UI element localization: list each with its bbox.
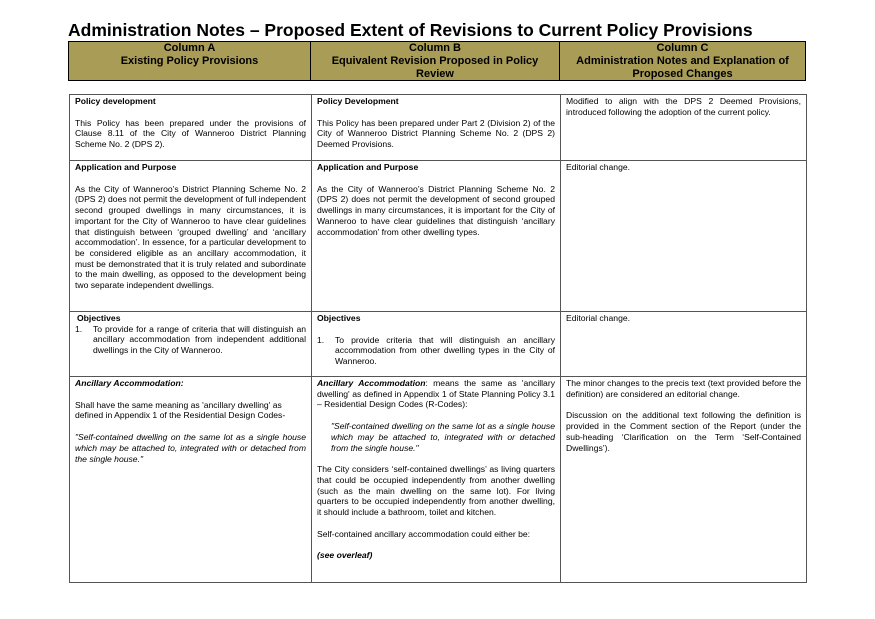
column-b-label: Column B (409, 42, 461, 54)
column-b-header (311, 42, 560, 80)
overleaf-note: (see overleaf) (317, 550, 373, 561)
cell-text: As the City of Wanneroo’s District Planning Scheme No. 2 (DPS 2) does not permit the development of second grouped dwellings in many circumstances, it is important for the City of Wanneroo to have clear guidelines that distinguish ‘ancillary accommodation’ from other dwelling types. (317, 183, 555, 237)
cell-notes (561, 312, 807, 377)
column-c-title-line1: Administration Notes and Explanation of (576, 55, 789, 67)
cell-notes (561, 377, 807, 583)
cell-revision (312, 161, 561, 312)
cell-existing (70, 95, 312, 161)
cell-text: Discussion on the additional text following the definition is provided in the Comment section of the Report (under the sub-heading ‘Clarification on the Term ‘Self-Contained Dwellings’). (566, 410, 801, 453)
section-heading: Ancillary Accommodation (317, 378, 426, 388)
column-a-header (69, 42, 311, 80)
cell-text: Self-contained ancillary accommodation could either be: (317, 528, 531, 539)
section-heading: Policy development (75, 96, 156, 106)
column-b-title-line2: Review (416, 68, 454, 80)
column-a-title: Existing Policy Provisions (120, 55, 259, 67)
page-title: Administration Notes – Proposed Extent of Revisions to Current Policy Provisions (68, 20, 753, 40)
cell-revision (312, 95, 561, 161)
cell-text: Editorial change. (566, 313, 631, 323)
table-row (70, 161, 807, 312)
cell-revision (312, 377, 561, 583)
list-text: To provide for a range of criteria that will distinguish an ancillary accommodation from independent additional dwellings in the City of Wanneroo. (93, 323, 306, 356)
cell-text: Modified to align with the DPS 2 Deemed Provisions, introduced following the adoption of the current policy. (566, 96, 801, 117)
table-row (70, 312, 807, 377)
section-heading: Objectives (77, 313, 121, 323)
cell-text: : means the same as 'ancillary dwelling' as defined in Appendix 1 of State Planning Policy 3.1 – Residential Design Codes (R-Codes): (317, 378, 555, 410)
cell-text: The minor changes to the precis text (text provided before the definition) are considered an editorial change. (566, 378, 801, 399)
list-text: To provide criteria that will distinguish an ancillary accommodation from other dwelling types in the City of Wanneroo. (335, 334, 555, 367)
column-b-title-line1: Equivalent Revision Proposed in Policy (331, 55, 539, 67)
section-heading: Ancillary Accommodation: (75, 378, 184, 388)
list-number: 1. (317, 334, 325, 345)
cell-text: Editorial change. (566, 162, 631, 172)
list-item (317, 335, 555, 367)
cell-existing (70, 161, 312, 312)
section-heading: Policy Development (317, 96, 399, 106)
list-item (75, 324, 306, 356)
cell-notes (561, 161, 807, 312)
column-c-title-line2: Proposed Changes (632, 68, 733, 80)
definition-lead (317, 378, 555, 410)
table-row (70, 95, 807, 161)
revisions-table (69, 94, 807, 583)
table-row (70, 377, 807, 583)
cell-text: As the City of Wanneroo’s District Planning Scheme No. 2 (DPS 2) does not permit the development of full independent second grouped dwellings in many circumstances, it is important for the City of Wanneroo to have clear guidelines that distinguish between ‘grouped dwelling’ and ‘ancillary accommodation’. In essence, for a particular development to be considered eligible as an ancillary accommodation, it must be demonstrated that it is truly related and subordinate to the main dwelling, as opposed to the development being two separate independent dwellings. (75, 183, 306, 291)
cell-text: The City considers ‘self-contained dwellings’ as living quarters that could be occupied independently from another dwelling (such as the main dwelling on the same lot). For living quarters to be occupied independently from another dwelling, it should include a bathroom, toilet and kitchen. (317, 464, 555, 518)
definition-quote: "Self-contained dwelling on the same lot as a single house which may be attached to, integrated with or detached from the single house." (75, 432, 306, 464)
cell-text: Shall have the same meaning as 'ancillary dwelling' as defined in Appendix 1 of the Residential Design Codes- (75, 399, 286, 421)
list-number: 1. (75, 323, 83, 334)
cell-revision (312, 312, 561, 377)
column-a-label: Column A (163, 42, 216, 54)
cell-existing (70, 312, 312, 377)
section-heading: Application and Purpose (75, 162, 177, 172)
section-heading: Objectives (317, 313, 361, 323)
column-header-bar (68, 41, 806, 81)
cell-text: This Policy has been prepared under Part 2 (Division 2) of the City of Wanneroo District Planning Scheme No. 2 (DPS 2) Deemed Provisions. (317, 117, 555, 150)
section-heading: Application and Purpose (317, 162, 419, 172)
cell-existing (70, 377, 312, 583)
cell-text: This Policy has been prepared under the provisions of Clause 8.11 of the City of Wanneroo District Planning Scheme No. 2 (DPS 2). (75, 117, 306, 150)
column-c-label: Column C (656, 42, 709, 54)
cell-notes (561, 95, 807, 161)
definition-quote: "Self-contained dwelling on the same lot as a single house which may be attached to, integrated with or detached from the single house." (331, 421, 555, 453)
column-c-header (560, 42, 805, 80)
